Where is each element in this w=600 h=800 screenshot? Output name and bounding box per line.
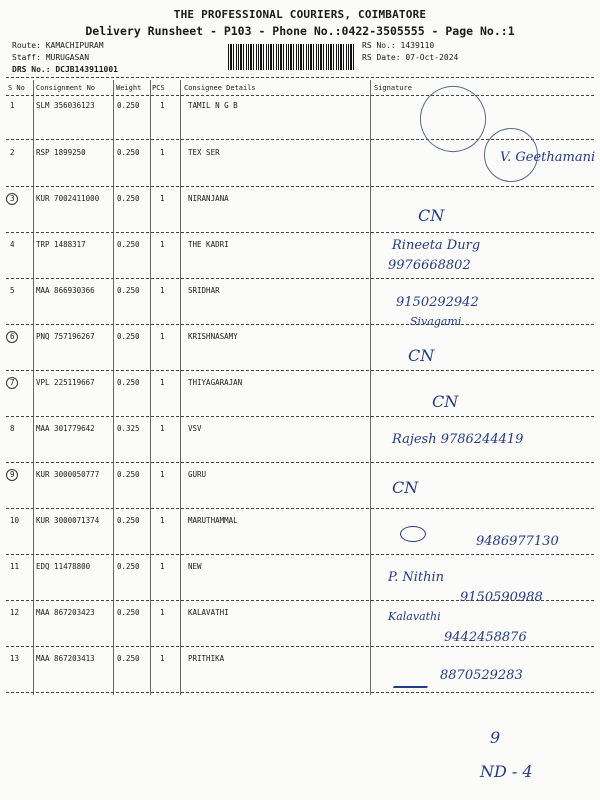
row-pcs: 1 — [160, 608, 165, 617]
row-consignee: KALAVATHI — [188, 608, 229, 617]
row-divider — [6, 416, 594, 417]
row-divider — [6, 278, 594, 279]
row-consignee: THE KADRI — [188, 240, 229, 249]
row-divider — [6, 462, 594, 463]
route-label: Route: KAMACHIPURAM — [12, 41, 104, 50]
row-weight: 0.250 — [117, 286, 140, 295]
row-number-circle-mark — [6, 469, 18, 481]
row-weight: 0.250 — [117, 148, 140, 157]
row-sno: 12 — [10, 608, 20, 617]
row-consignee: VSV — [188, 424, 202, 433]
handwritten-count: 9 — [490, 728, 501, 747]
handwritten-signature-mark — [400, 526, 426, 542]
rs-no: RS No.: 1439110 — [362, 41, 435, 50]
row-weight: 0.250 — [117, 562, 140, 571]
row-weight: 0.250 — [117, 608, 140, 617]
handwritten-signature: CN — [432, 392, 459, 411]
row-consignment-no: VPL 225119667 — [36, 378, 95, 387]
handwritten-signature: Kalavathi — [388, 610, 441, 623]
row-consignment-no: KUR 3000050777 — [36, 470, 100, 479]
col-divider — [180, 80, 181, 695]
row-sno: 13 — [10, 654, 20, 663]
row-pcs: 1 — [160, 378, 165, 387]
col-divider — [370, 80, 371, 695]
row-sno: 4 — [10, 240, 15, 249]
row-pcs: 1 — [160, 194, 165, 203]
col-header-signature: Signature — [374, 84, 412, 92]
row-pcs: 1 — [160, 516, 165, 525]
round-stamp — [411, 77, 496, 162]
row-consignee: GURU — [188, 470, 207, 479]
row-consignment-no: MAA 866930366 — [36, 286, 95, 295]
row-divider — [6, 692, 594, 693]
col-header-weight: Weight — [116, 84, 142, 92]
header-divider — [6, 77, 594, 78]
row-weight: 0.250 — [117, 332, 140, 341]
row-pcs: 1 — [160, 424, 165, 433]
row-pcs: 1 — [160, 148, 165, 157]
handwritten-phone: 9976668802 — [388, 258, 471, 273]
row-number-circle-mark — [6, 331, 18, 343]
col-header-sno: S No — [8, 84, 25, 92]
row-pcs: 1 — [160, 654, 165, 663]
row-weight: 0.250 — [117, 240, 140, 249]
row-pcs: 1 — [160, 286, 165, 295]
row-weight: 0.250 — [117, 101, 140, 110]
rs-date: RS Date: 07-Oct-2024 — [362, 53, 459, 62]
handwritten-signature: Sivagami — [410, 315, 462, 328]
row-pcs: 1 — [160, 562, 165, 571]
handwritten-phone: 9150590988 — [460, 590, 543, 605]
handwritten-phone: 8870529283 — [440, 668, 523, 683]
col-divider — [150, 80, 151, 695]
handwritten-signature: P. Nithin — [388, 570, 445, 585]
handwritten-signature: CN — [392, 478, 419, 497]
row-divider — [6, 186, 594, 187]
row-consignment-no: TRP 1488317 — [36, 240, 86, 249]
barcode — [228, 44, 356, 70]
row-weight: 0.250 — [117, 378, 140, 387]
row-weight: 0.250 — [117, 654, 140, 663]
row-consignment-no: MAA 867203423 — [36, 608, 95, 617]
col-divider — [113, 80, 114, 695]
row-sno: 8 — [10, 424, 15, 433]
row-sno: 5 — [10, 286, 15, 295]
row-consignment-no: KUR 7002411000 — [36, 194, 100, 203]
row-pcs: 1 — [160, 332, 165, 341]
handwritten-phone: 9442458876 — [444, 630, 527, 645]
row-consignee: MARUTHAMMAL — [188, 516, 238, 525]
row-weight: 0.325 — [117, 424, 140, 433]
row-divider — [6, 508, 594, 509]
row-pcs: 1 — [160, 470, 165, 479]
col-divider — [33, 80, 34, 695]
row-sno: 6 — [10, 332, 15, 341]
handwritten-signature: CN — [408, 346, 435, 365]
row-consignment-no: MAA 301779642 — [36, 424, 95, 433]
row-divider — [6, 554, 594, 555]
handwritten-signature: CN — [418, 206, 445, 225]
handwritten-phone: 9150292942 — [396, 295, 479, 310]
row-divider — [6, 324, 594, 325]
row-consignment-no: EDQ 11478800 — [36, 562, 91, 571]
row-consignment-no: KUR 3000071374 — [36, 516, 100, 525]
row-consignee: TEX SER — [188, 148, 220, 157]
row-consignment-no: MAA 867203413 — [36, 654, 95, 663]
row-consignment-no: SLM 356036123 — [36, 101, 95, 110]
row-consignee: SRIDHAR — [188, 286, 220, 295]
handwritten-signature-mark — [393, 672, 433, 688]
row-divider — [6, 370, 594, 371]
row-sno: 7 — [10, 378, 15, 387]
row-sno: 11 — [10, 562, 20, 571]
row-weight: 0.250 — [117, 516, 140, 525]
row-sno: 3 — [10, 194, 15, 203]
row-consignee: NEW — [188, 562, 202, 571]
col-header-pcs: PCS — [152, 84, 165, 92]
col-header-consignment: Consignment No — [36, 84, 96, 92]
handwritten-signature: Rineeta Durg — [392, 238, 481, 253]
handwritten-note: ND - 4 — [480, 762, 533, 781]
row-sno: 1 — [10, 101, 15, 110]
row-pcs: 1 — [160, 240, 165, 249]
row-consignee: KRISHNASAMY — [188, 332, 238, 341]
col-header-consignee: Consignee Details — [184, 84, 256, 92]
row-consignment-no: RSP 1899250 — [36, 148, 86, 157]
row-sno: 9 — [10, 470, 15, 479]
handwritten-signature: Rajesh 9786244419 — [392, 432, 524, 447]
row-pcs: 1 — [160, 101, 165, 110]
row-number-circle-mark — [6, 377, 18, 389]
row-weight: 0.250 — [117, 470, 140, 479]
row-sno: 2 — [10, 148, 15, 157]
row-weight: 0.250 — [117, 194, 140, 203]
handwritten-phone: 9486977130 — [476, 534, 559, 549]
row-consignee: TAMIL N G B — [188, 101, 238, 110]
row-consignee: NIRANJANA — [188, 194, 229, 203]
row-divider — [6, 232, 594, 233]
row-consignment-no: PNQ 757196267 — [36, 332, 95, 341]
row-consignee: PRITHIKA — [188, 654, 225, 663]
header-row-divider — [6, 95, 594, 96]
drs-label: DRS No.: DCJB143911001 — [12, 65, 118, 74]
row-sno: 10 — [10, 516, 20, 525]
row-consignee: THIYAGARAJAN — [188, 378, 243, 387]
row-number-circle-mark — [6, 193, 18, 205]
company-title: THE PROFESSIONAL COURIERS, COIMBATORE — [173, 8, 427, 21]
handwritten-signature: V. Geethamani — [500, 150, 596, 165]
row-divider — [6, 646, 594, 647]
staff-label: Staff: MURUGASAN — [12, 53, 90, 62]
runsheet-title: Delivery Runsheet - P103 - Phone No.:0422-3505555 - Page No.:1 — [85, 24, 515, 38]
